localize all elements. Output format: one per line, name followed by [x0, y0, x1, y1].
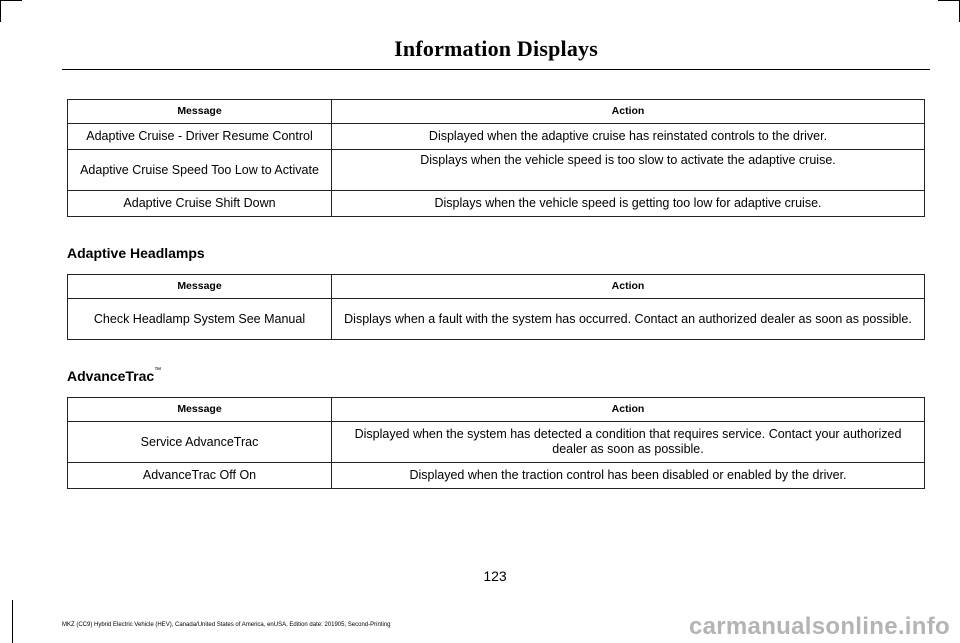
page-title: Information Displays	[394, 36, 598, 61]
column-header-action: Action	[332, 275, 925, 299]
section-heading-advancetrac	[67, 368, 161, 384]
advancetrac-messages-table	[67, 397, 925, 489]
action-cell: Displayed when the adaptive cruise has reinstated controls to the driver.	[332, 124, 925, 150]
table-row	[68, 124, 925, 150]
column-header-action: Action	[332, 398, 925, 422]
action-cell: Displays when the vehicle speed is too slow to activate the adaptive cruise.	[332, 150, 925, 191]
adaptive-headlamps-messages-table	[67, 274, 925, 340]
column-header-action: Action	[332, 100, 925, 124]
crop-mark-bottom-left	[12, 600, 13, 643]
title-divider	[62, 69, 930, 70]
table-header-row	[68, 100, 925, 124]
message-cell: Adaptive Cruise Speed Too Low to Activate	[68, 150, 332, 191]
column-header-message: Message	[68, 398, 332, 422]
table-row	[68, 299, 925, 340]
table-row	[68, 191, 925, 217]
crop-mark-top-right-h	[938, 0, 960, 1]
trademark-symbol: ™	[154, 367, 162, 374]
page-number: 123	[483, 568, 507, 584]
column-header-message: Message	[68, 100, 332, 124]
message-cell: Adaptive Cruise - Driver Resume Control	[68, 124, 332, 150]
action-cell: Displays when the vehicle speed is getting too low for adaptive cruise.	[332, 191, 925, 217]
message-cell: Check Headlamp System See Manual	[68, 299, 332, 340]
table-row	[68, 422, 925, 463]
watermark: carmanualsonline.info	[688, 613, 950, 640]
column-header-message: Message	[68, 275, 332, 299]
table-header-row	[68, 275, 925, 299]
adaptive-cruise-messages-table	[67, 99, 925, 217]
message-cell: Service AdvanceTrac	[68, 422, 332, 463]
crop-mark-top-left	[0, 0, 1, 22]
table-header-row	[68, 398, 925, 422]
action-cell: Displayed when the system has detected a condition that requires service. Contact your authorized dealer as soon as possible.	[332, 422, 925, 463]
section-heading-text: AdvanceTrac	[67, 368, 155, 384]
action-cell: Displays when a fault with the system has occurred. Contact an authorized dealer as soon as possible.	[332, 299, 925, 340]
table-row	[68, 150, 925, 191]
section-heading-adaptive-headlamps: Adaptive Headlamps	[67, 245, 205, 261]
crop-mark-top-left-h	[0, 0, 22, 1]
message-cell: AdvanceTrac Off On	[68, 463, 332, 489]
action-cell: Displayed when the traction control has been disabled or enabled by the driver.	[332, 463, 925, 489]
message-cell: Adaptive Cruise Shift Down	[68, 191, 332, 217]
table-row	[68, 463, 925, 489]
document-footer: MKZ (CC9) Hybrid Electric Vehicle (HEV), Canada/United States of America, enUSA, Edition date: 201905, Second-Printing	[62, 622, 391, 628]
